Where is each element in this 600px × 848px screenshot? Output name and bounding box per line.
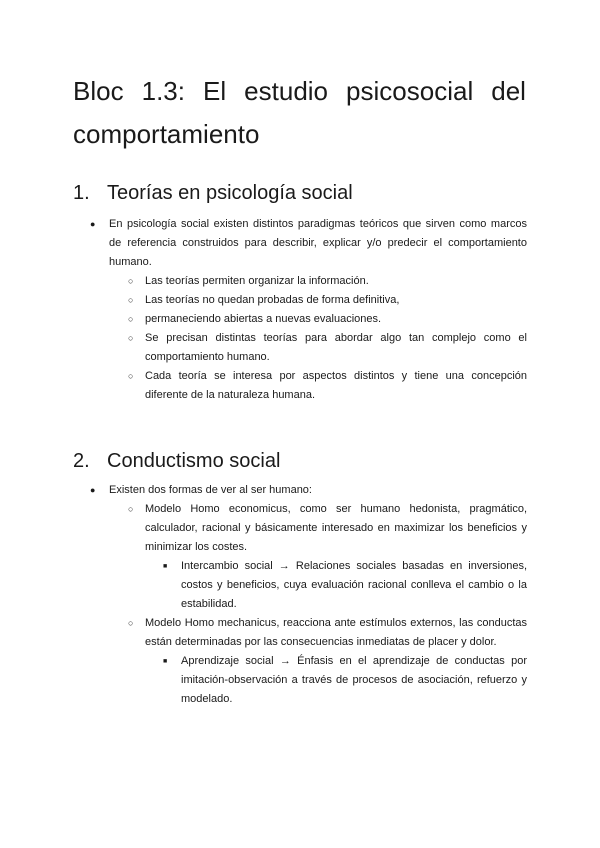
sub-sub-list-item-line: imitación-observación a través de procesos de asociación, refuerzo y	[181, 674, 527, 686]
sub-list-item-line: comportamiento humano.	[145, 351, 270, 363]
title-word: El	[203, 76, 227, 106]
section-title: Conductismo social	[107, 450, 281, 472]
section-number: 2.	[73, 450, 90, 472]
bullet-circle-icon: ○	[128, 295, 134, 305]
sub-list-item-line: están determinadas por las consecuencias inmediatas de placer y dolor.	[145, 636, 497, 648]
title-word: 1.3:	[141, 76, 185, 106]
sub-sub-list-item-line: Aprendizaje social → Énfasis en el aprendizaje de conductas por	[181, 655, 527, 667]
section-title: Teorías en psicología social	[107, 182, 353, 204]
title-word: psicosocial	[346, 76, 474, 106]
list-item: Existen dos formas de ver al ser humano:	[109, 484, 312, 496]
sub-list-item-line: Modelo Homo mechanicus, reacciona ante estímulos externos, las conductas	[145, 617, 527, 629]
sub-sub-list-item-line: costos y beneficios, cuya evaluación racional conlleva el cambio o la	[181, 579, 527, 591]
bullet-disc-icon: ●	[90, 219, 96, 229]
page-title	[73, 70, 526, 156]
sub-list-item-line: Cada teoría se interesa por aspectos distintos y tiene una concepción	[145, 370, 527, 382]
bullet-disc-icon: ●	[90, 485, 96, 495]
title-word: Bloc	[73, 76, 124, 106]
list-item-line: de referencia construidos para describir, explicar y/o predecir el comportamiento	[109, 237, 527, 249]
sub-list-item-line: diferente de la naturaleza humana.	[145, 389, 316, 401]
title-word: del	[491, 76, 526, 106]
sub-list-item: Las teorías no quedan probadas de forma definitiva,	[145, 294, 400, 306]
section-heading	[73, 181, 353, 205]
sub-sub-list-item-line: modelado.	[181, 693, 233, 705]
bullet-circle-icon: ○	[128, 618, 134, 628]
title-line-2: comportamiento	[73, 119, 260, 149]
sub-list-item: permaneciendo abiertas a nuevas evaluaciones.	[145, 313, 382, 325]
sub-list-item-line: calculador, racional y básicamente interesado en maximizar los beneficios y	[145, 522, 527, 534]
bullet-square-icon: ■	[163, 563, 168, 570]
sub-list-item-line: Modelo Homo economicus, como ser humano hedonista, pragmático,	[145, 503, 527, 515]
bullet-circle-icon: ○	[128, 276, 134, 286]
bullet-circle-icon: ○	[128, 333, 134, 343]
sub-list-item-line: minimizar los costes.	[145, 541, 248, 553]
section-heading	[73, 449, 280, 473]
sub-sub-list-item-line: Intercambio social → Relaciones sociales basadas en inversiones,	[181, 560, 527, 572]
bullet-circle-icon: ○	[128, 314, 134, 324]
list-item-line: humano.	[109, 256, 152, 268]
section-number: 1.	[73, 182, 90, 204]
bullet-circle-icon: ○	[128, 504, 134, 514]
title-line-1	[73, 70, 526, 113]
list-item-line: En psicología social existen distintos paradigmas teóricos que sirven como marcos	[109, 218, 527, 230]
sub-sub-list-item-line: estabilidad.	[181, 598, 237, 610]
bullet-circle-icon: ○	[128, 371, 134, 381]
sub-list-item-line: Se precisan distintas teorías para abordar algo tan complejo como el	[145, 332, 527, 344]
title-word: estudio	[244, 76, 329, 106]
bullet-square-icon: ■	[163, 658, 168, 665]
sub-list-item: Las teorías permiten organizar la información.	[145, 275, 369, 287]
